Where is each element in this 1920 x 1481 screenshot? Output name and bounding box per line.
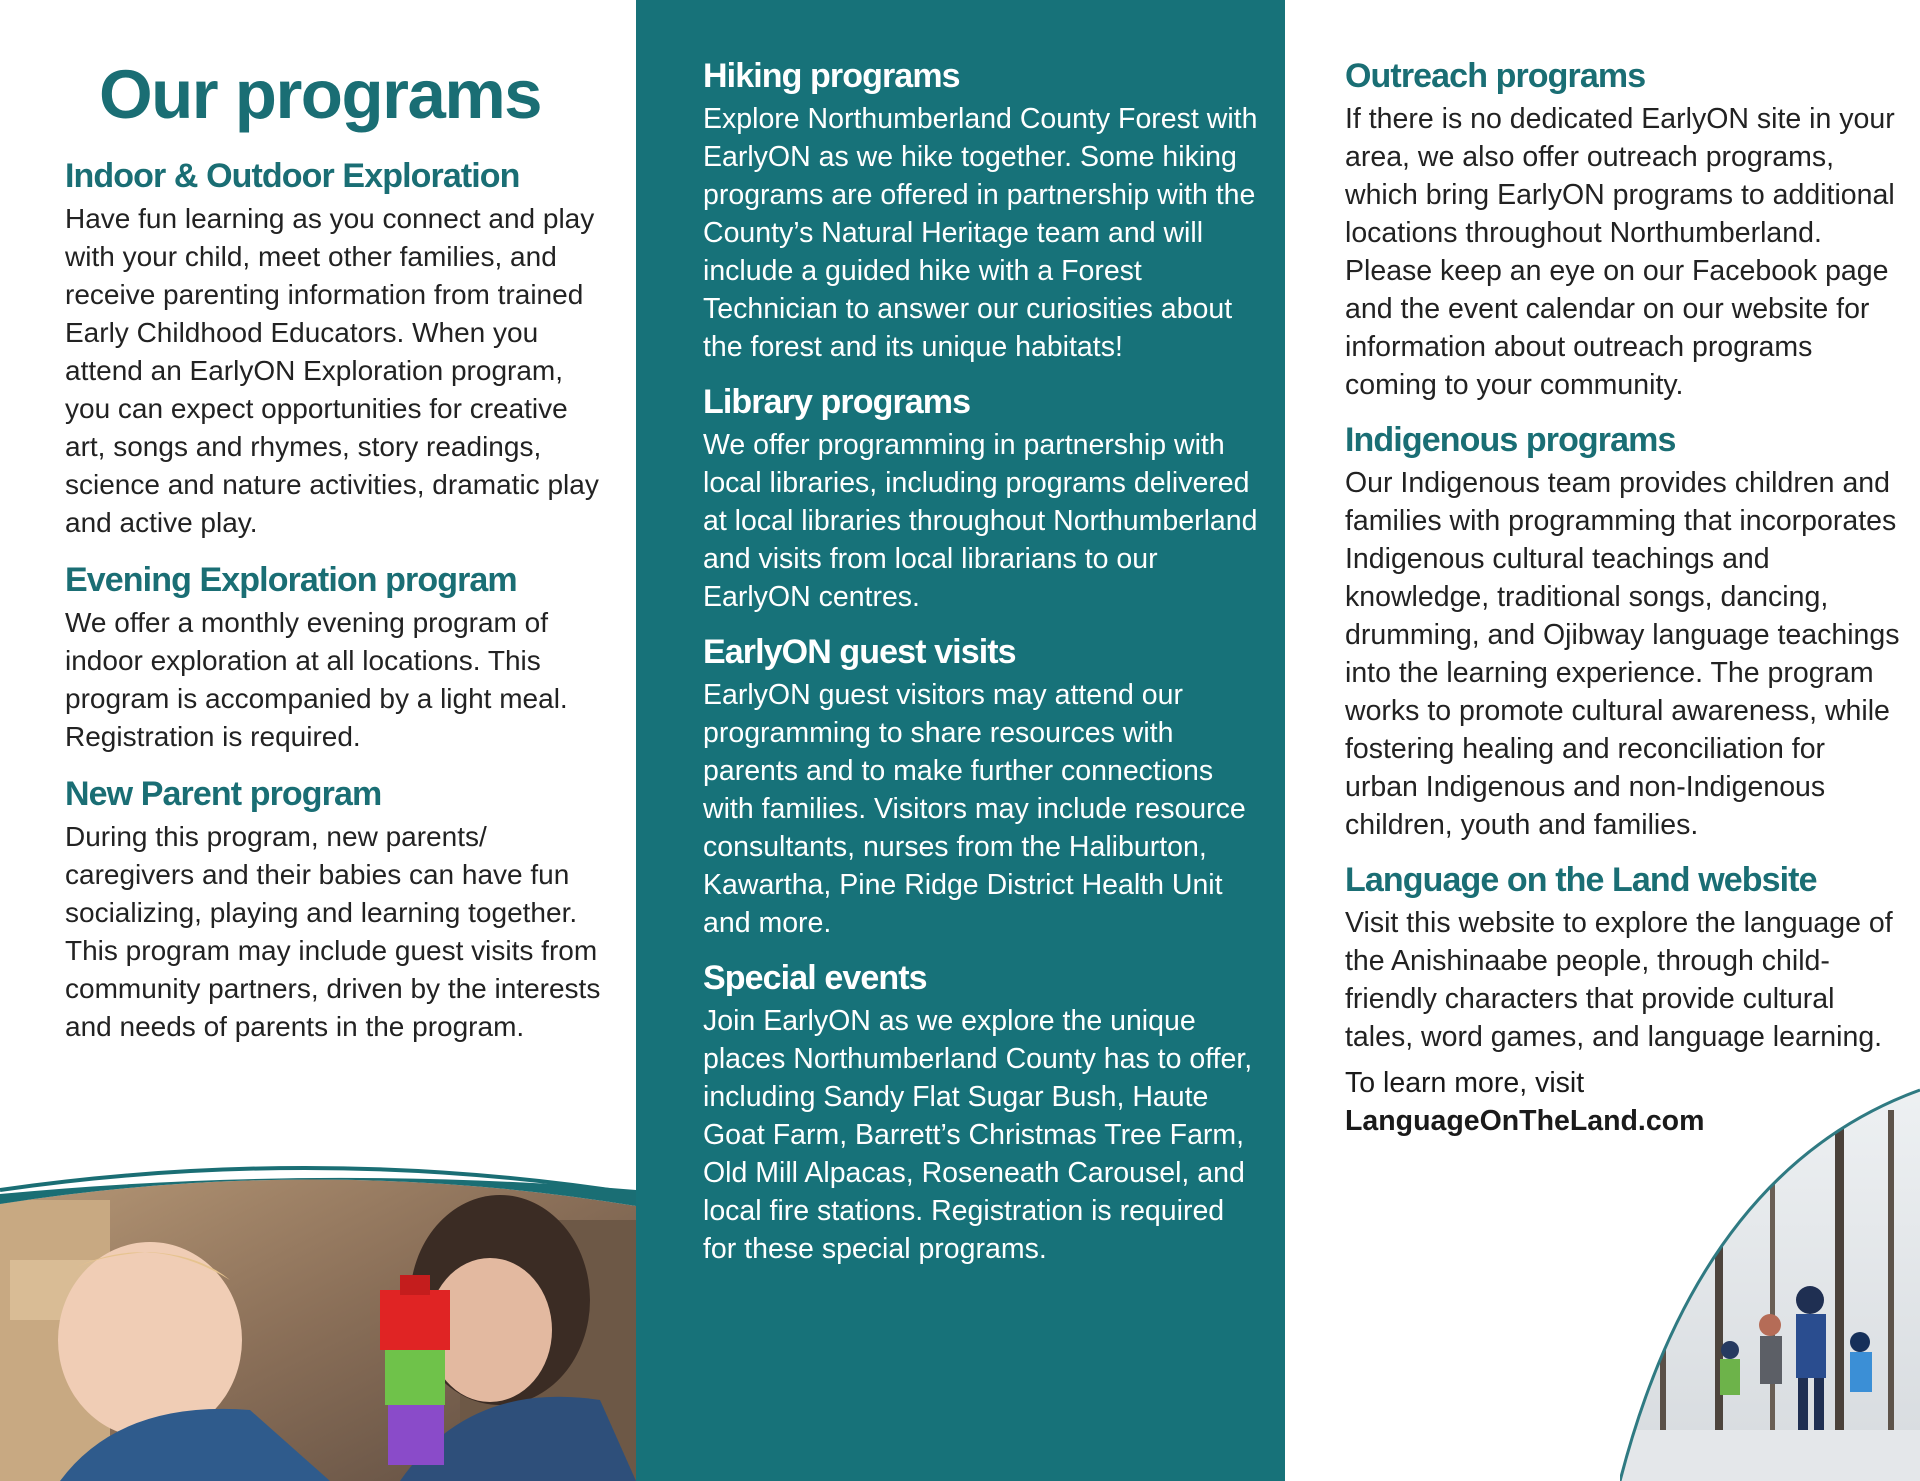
section-body: Explore Northumberland County Forest with EarlyON as we hike together. Some hiking programs are offered in partnership with the County’s Natural Heritage team and will include a guided hike with a Forest Technician to answer our curiosities about the forest and its unique habitats! [703, 103, 1258, 363]
section-language-on-the-land [1345, 856, 1905, 1056]
section-body: Our Indigenous team provides children and families with programming that incorporates Indigenous cultural teachings and knowledge, traditional songs, dancing, drumming, and Ojibway language teachings into the learning experience. The program works to promote cultural awareness, while fostering healing and reconciliation for urban Indigenous and non-Indigenous children, youth and families. [1345, 467, 1900, 841]
section-new-parent [65, 770, 601, 1046]
right-column [1345, 52, 1905, 1140]
parent-child-photo [0, 1160, 636, 1481]
section-heading: Indoor & Outdoor Exploration [65, 157, 520, 195]
section-body: Join EarlyON as we explore the unique places Northumberland County has to offer, including Sandy Flat Sugar Bush, Haute Goat Farm, Barrett’s Christmas Tree Farm, Old Mill Alpacas, Roseneath Carousel, and local fire stations. Registration is required for these special programs. [703, 1005, 1253, 1265]
section-body: If there is no dedicated EarlyON site in your area, we also offer outreach programs, which bring EarlyON programs to additional locations throughout Northumberland. Please keep an eye on our Facebook page and the event calendar on our website for information about outreach programs coming to your community. [1345, 103, 1895, 401]
section-outreach-programs [1345, 52, 1905, 404]
left-panel [0, 0, 636, 1481]
section-body: During this program, new parents/ caregivers and their babies can have fun socializing, playing and learning together. This program may include guest visits from community partners, driven by the interests and needs of parents in the program. [65, 821, 601, 1042]
middle-panel [636, 0, 1285, 1481]
section-evening-exploration [65, 556, 601, 756]
section-heading: Evening Exploration program [65, 561, 517, 599]
section-heading: Language on the Land website [1345, 861, 1817, 899]
section-indigenous-programs [1345, 416, 1905, 844]
left-column [65, 152, 601, 1046]
section-heading: Outreach programs [1345, 57, 1646, 95]
section-library-programs [703, 378, 1263, 616]
section-body: EarlyON guest visitors may attend our programming to share resources with parents and to make further connections with families. Visitors may include resource consultants, nurses from the Haliburton, Kawartha, Pine Ridge District Health Unit and more. [703, 679, 1246, 939]
right-panel [1285, 0, 1920, 1481]
family-hiking-photo [1620, 1080, 1920, 1481]
section-special-events [703, 954, 1263, 1268]
section-indoor-outdoor-exploration [65, 152, 601, 542]
section-hiking-programs [703, 52, 1263, 366]
section-body: Have fun learning as you connect and play with your child, meet other families, and receive parenting information from trained Early Childhood Educators. When you attend an EarlyON Exploration program, you can expect opportunities for creative art, songs and rhymes, story readings, science and nature activities, dramatic play and active play. [65, 203, 599, 538]
section-heading: Indigenous programs [1345, 421, 1676, 459]
section-body: We offer programming in partnership with local libraries, including programs delivered at local libraries throughout Northumberland and visits from local librarians to our EarlyON centres. [703, 429, 1258, 613]
section-guest-visits [703, 628, 1263, 942]
section-heading: EarlyON guest visits [703, 633, 1016, 671]
section-heading: Special events [703, 959, 927, 997]
section-heading: Hiking programs [703, 57, 960, 95]
language-on-the-land-link[interactable]: LanguageOnTheLand.com [1345, 1105, 1705, 1137]
section-heading: Library programs [703, 383, 971, 421]
section-heading: New Parent program [65, 775, 382, 813]
section-body: Visit this website to explore the language of the Anishinaabe people, through child-friendly characters that provide cultural tales, word games, and language learning. [1345, 907, 1893, 1053]
learn-more-text: To learn more, visit [1345, 1067, 1585, 1099]
section-body: We offer a monthly evening program of indoor exploration at all locations. This program is accompanied by a light meal. Registration is required. [65, 607, 568, 752]
middle-column [703, 52, 1263, 1268]
page-title: Our programs [98, 56, 542, 133]
